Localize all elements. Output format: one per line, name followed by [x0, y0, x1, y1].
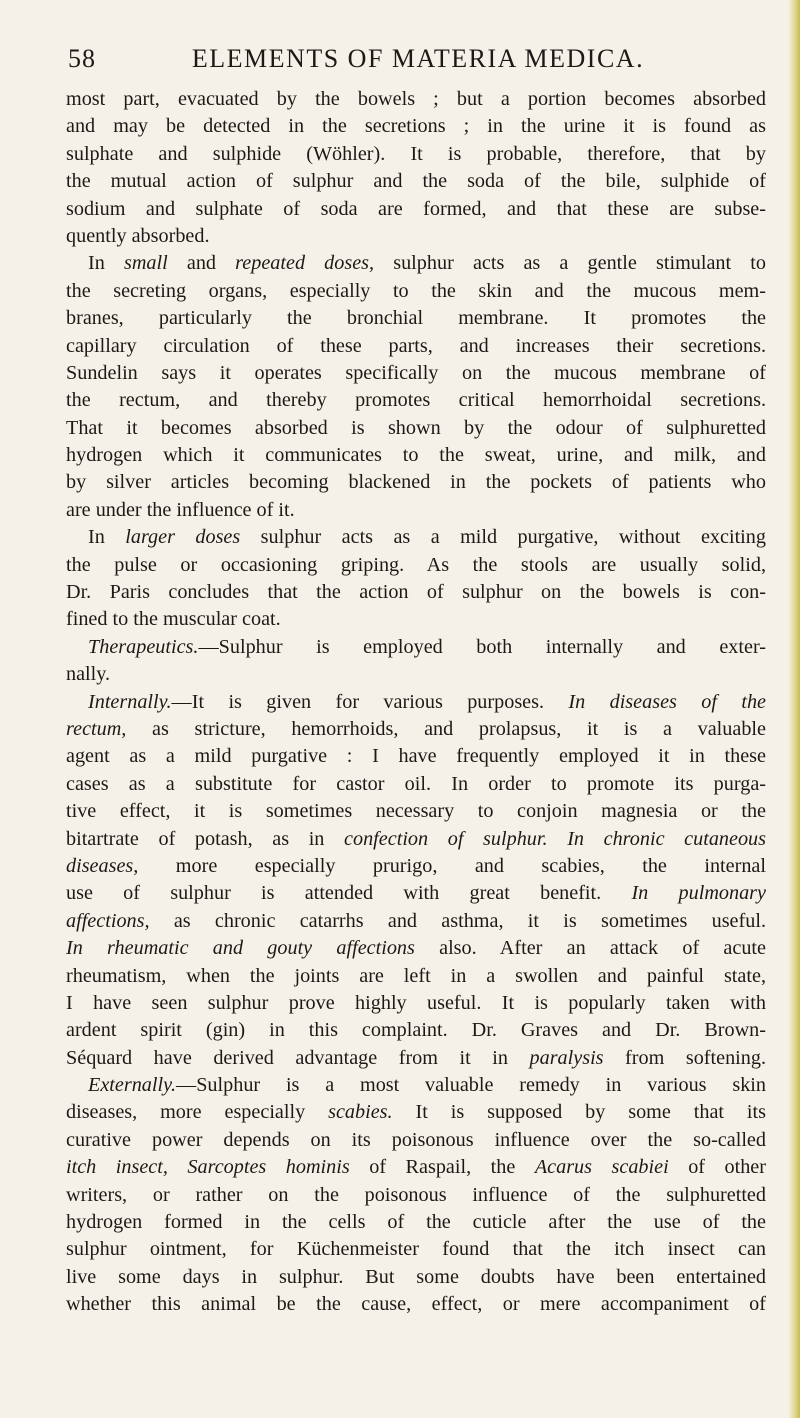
text-line	[66, 798, 766, 825]
text-segment: In	[88, 252, 124, 275]
text-segment: whether this animal be the cause, effect, or mere accompaniment of	[66, 1293, 766, 1316]
text-segment	[548, 828, 568, 850]
text-segment: more especially prurigo, and scabies, the internal	[138, 854, 766, 877]
text-segment: hydrogen formed in the cells of the cuticle after the use of the	[66, 1211, 766, 1234]
text-line	[66, 415, 766, 442]
text-line	[66, 771, 766, 798]
page-number: 58	[68, 44, 96, 73]
text-segment: of other	[668, 1156, 766, 1179]
text-segment: rheumatism, when the joints are left in a swollen and painful state,	[66, 964, 766, 987]
text-line	[66, 168, 766, 195]
italic-text: In chronic cutaneous	[567, 827, 767, 850]
text-line	[66, 908, 766, 935]
text-line	[66, 552, 766, 579]
text-segment: Séquard have derived advantage from it in	[66, 1046, 530, 1069]
text-segment: —Sulphur is employed both internally and exter-	[198, 635, 766, 658]
text-segment: quently absorbed.	[66, 224, 210, 247]
text-line	[66, 1264, 766, 1291]
text-segment: branes, particularly the bronchial membrane. It promotes the	[66, 307, 766, 330]
italic-text: itch insect, Sarcoptes hominis	[66, 1156, 350, 1179]
text-line	[66, 1099, 766, 1126]
italic-text: repeated doses,	[235, 252, 375, 275]
text-segment: as stricture, hemorrhoids, and prolapsus, it is a valuable	[126, 717, 766, 740]
text-line	[66, 990, 766, 1017]
text-segment: the secreting organs, especially to the skin and the mucous mem-	[66, 279, 766, 302]
text-segment: are under the influence of it.	[66, 498, 295, 521]
text-line	[66, 634, 766, 661]
page-edge	[788, 0, 800, 1418]
text-line	[66, 387, 766, 414]
text-line	[66, 1236, 766, 1263]
text-segment: —Sulphur is a most valuable remedy in various skin	[176, 1074, 766, 1097]
italic-text: confection of sulphur.	[344, 827, 548, 850]
text-segment: It is supposed by some that its	[392, 1101, 766, 1124]
body-text	[66, 86, 766, 1319]
italic-text: rectum,	[66, 717, 127, 740]
text-segment: capillary circulation of these parts, and increases their secretions.	[66, 334, 766, 357]
text-segment: writers, or rather on the poisonous influence of the sulphuretted	[66, 1183, 766, 1206]
text-line	[66, 1127, 766, 1154]
italic-text: scabies.	[328, 1101, 393, 1124]
text-segment: hydrogen which it communicates to the sweat, urine, and milk, and	[66, 444, 766, 467]
text-line	[66, 278, 766, 305]
text-line	[66, 442, 766, 469]
text-segment: sulphate and sulphide (Wöhler). It is probable, therefore, that by	[66, 142, 766, 165]
page-header	[68, 44, 768, 80]
text-segment: sulphur ointment, for Küchenmeister found that the itch insect can	[66, 1238, 766, 1261]
text-line	[66, 1045, 766, 1072]
text-line	[66, 360, 766, 387]
text-line	[66, 716, 766, 743]
text-segment: agent as a mild purgative : I have frequently employed it in these	[66, 745, 766, 768]
text-segment: as chronic catarrhs and asthma, it is sometimes useful.	[149, 909, 766, 932]
text-segment: the mutual action of sulphur and the soda of the bile, sulphide of	[66, 170, 766, 193]
text-line	[66, 469, 766, 496]
text-line	[66, 196, 766, 223]
text-segment: I have seen sulphur prove highly useful. It is popularly taken with	[66, 991, 766, 1014]
text-segment: curative power depends on its poisonous influence over the so-called	[66, 1128, 766, 1151]
italic-text: Internally.	[88, 690, 172, 713]
text-segment: That it becomes absorbed is shown by the odour of sulphuretted	[66, 416, 766, 439]
text-line	[66, 86, 766, 113]
text-segment: and may be detected in the secretions ; in the urine it is found as	[66, 115, 766, 138]
text-segment: cases as a substitute for castor oil. In order to promote its purga-	[66, 772, 766, 795]
text-segment: Sundelin says it operates specifically on the mucous membrane of	[66, 361, 766, 384]
text-segment: sodium and sulphate of soda are formed, and that these are subse-	[66, 197, 766, 220]
text-line	[66, 826, 766, 853]
text-segment: most part, evacuated by the bowels ; but a portion becomes absorbed	[66, 88, 766, 110]
text-line	[66, 1291, 766, 1318]
text-line	[66, 1182, 766, 1209]
text-line	[66, 689, 766, 716]
text-line	[66, 1154, 766, 1181]
text-segment: the rectum, and thereby promotes critical hemorrhoidal secretions.	[66, 389, 766, 412]
italic-text: larger doses	[125, 526, 241, 549]
text-segment: from softening.	[603, 1046, 767, 1069]
text-segment: of Raspail, the	[349, 1156, 535, 1179]
text-segment: nally.	[66, 663, 111, 686]
italic-text: Therapeutics.	[88, 635, 199, 658]
text-segment: In	[88, 526, 126, 549]
italic-text: paralysis	[529, 1046, 604, 1069]
text-segment: also. After an attack of acute	[414, 937, 766, 960]
text-line	[66, 935, 766, 962]
italic-text: Externally.	[88, 1074, 177, 1097]
text-line	[66, 250, 766, 277]
italic-text: diseases,	[66, 854, 139, 877]
text-line	[66, 579, 766, 606]
text-segment: by silver articles becoming blackened in the pockets of patients who	[66, 471, 766, 494]
text-line	[66, 524, 766, 551]
text-line	[66, 743, 766, 770]
text-line	[66, 1072, 766, 1099]
text-line	[66, 853, 766, 880]
text-segment: —It is given for various purposes.	[171, 690, 569, 713]
text-line	[66, 113, 766, 140]
text-line	[66, 1209, 766, 1236]
text-line	[66, 661, 766, 688]
text-segment: the pulse or occasioning griping. As the stools are usually solid,	[66, 553, 766, 576]
italic-text: Acarus scabiei	[534, 1156, 669, 1179]
text-line	[66, 223, 766, 250]
running-title: ELEMENTS OF MATERIA MEDICA.	[191, 44, 645, 73]
italic-text: In pulmonary	[631, 882, 766, 905]
text-segment: use of sulphur is attended with great benefit.	[66, 882, 632, 905]
text-line	[66, 1017, 766, 1044]
text-segment: tive effect, it is sometimes necessary to conjoin magnesia or the	[66, 800, 766, 823]
text-line	[66, 141, 766, 168]
text-segment: Dr. Paris concludes that the action of sulphur on the bowels is con-	[66, 581, 766, 604]
text-segment: diseases, more especially	[66, 1101, 329, 1124]
text-line	[66, 880, 766, 907]
italic-text: In rheumatic and gouty affections	[66, 937, 415, 960]
italic-text: affections,	[66, 909, 150, 932]
italic-text: In diseases of the	[568, 690, 766, 713]
text-segment: fined to the muscular coat.	[66, 608, 281, 631]
text-line	[66, 305, 766, 332]
text-line	[66, 606, 766, 633]
text-segment: sulphur acts as a mild purgative, without exciting	[240, 526, 766, 549]
text-line	[66, 963, 766, 990]
text-segment: bitartrate of potash, as in	[66, 827, 345, 850]
text-segment: ardent spirit (gin) in this complaint. Dr. Graves and Dr. Brown-	[66, 1019, 766, 1042]
text-segment: sulphur acts as a gentle stimulant to	[374, 252, 766, 275]
italic-text: small	[123, 252, 168, 275]
text-segment: live some days in sulphur. But some doubts have been entertained	[66, 1265, 766, 1288]
text-segment: and	[167, 252, 236, 275]
text-line	[66, 333, 766, 360]
text-line	[66, 497, 766, 524]
